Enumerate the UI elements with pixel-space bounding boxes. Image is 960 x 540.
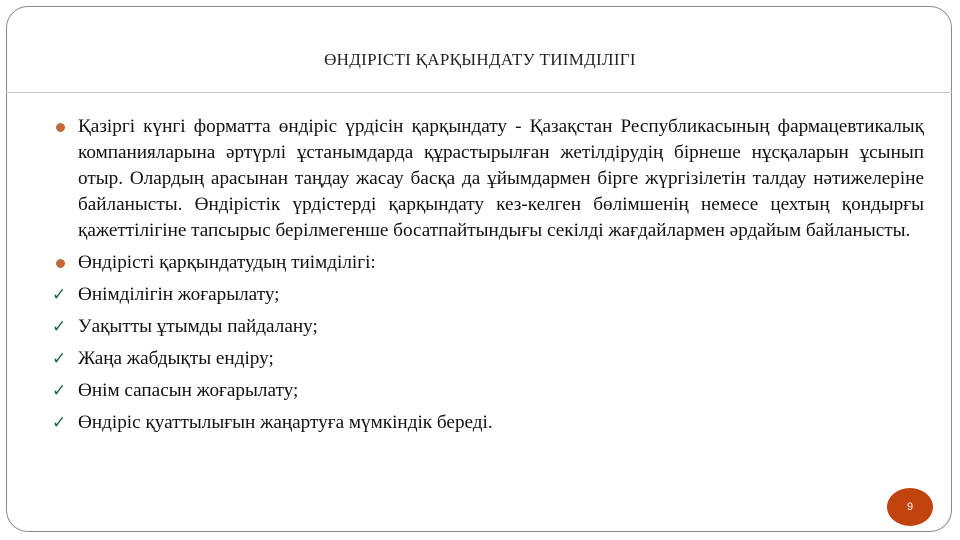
checkmark-icon: ✓ <box>52 285 67 305</box>
check-list-item <box>54 378 924 404</box>
check-list-item <box>54 282 924 308</box>
check-list-item-text: Жаңа жабдықты ендіру; <box>78 348 274 369</box>
list-heading-item <box>54 250 924 276</box>
slide-title: ӨНДІРІСТІ ҚАРҚЫНДАТУ ТИІМДІЛІГІ <box>324 50 636 69</box>
intro-paragraph-text: Қазіргі күнгі форматта өндіріс үрдісін қарқындату - Қазақстан Республикасының фармацевтикалық компанияларына әртүрлі ұстанымдарда құрастырылған жетілдірудің бірнеше нұсқаларын ұсынып отыр. Олардың арасынан таңдау жасау басқа да ұйымдармен бірге жүргізілетін талдау нәтижелеріне байланысты. Өндірістік үрдістерді қарқындату кез-келген бөлімшенің немесе цехтың қондырғы қажеттілігіне тапсырыс берілмегенше босатпайтындығы секілді жағдайлармен әрдайым байланысты. <box>78 116 924 241</box>
check-list-item-text: Өнімділігін жоғарылату; <box>78 284 280 305</box>
list-heading-text: Өндірісті қарқындатудың тиімділігі: <box>78 252 376 273</box>
check-list-item-text: Өндіріс қуаттылығын жаңартуға мүмкіндік береді. <box>78 412 493 433</box>
check-list-item <box>54 346 924 372</box>
check-list-item <box>54 314 924 340</box>
title-divider <box>6 92 952 93</box>
round-bullet-icon <box>54 250 74 268</box>
check-list-item <box>54 410 924 436</box>
checkmark-icon: ✓ <box>52 413 67 433</box>
check-list-item-text: Уақытты ұтымды пайдалану; <box>78 316 318 337</box>
checkmark-icon: ✓ <box>52 349 67 369</box>
checkmark-icon: ✓ <box>52 317 67 337</box>
checkmark-icon: ✓ <box>52 381 67 401</box>
round-bullet-icon <box>54 114 74 132</box>
slide-content <box>54 114 924 442</box>
page-number-badge: 9 <box>887 488 933 526</box>
intro-paragraph-item <box>54 114 924 244</box>
check-list-item-text: Өнім сапасын жоғарылату; <box>78 380 299 401</box>
